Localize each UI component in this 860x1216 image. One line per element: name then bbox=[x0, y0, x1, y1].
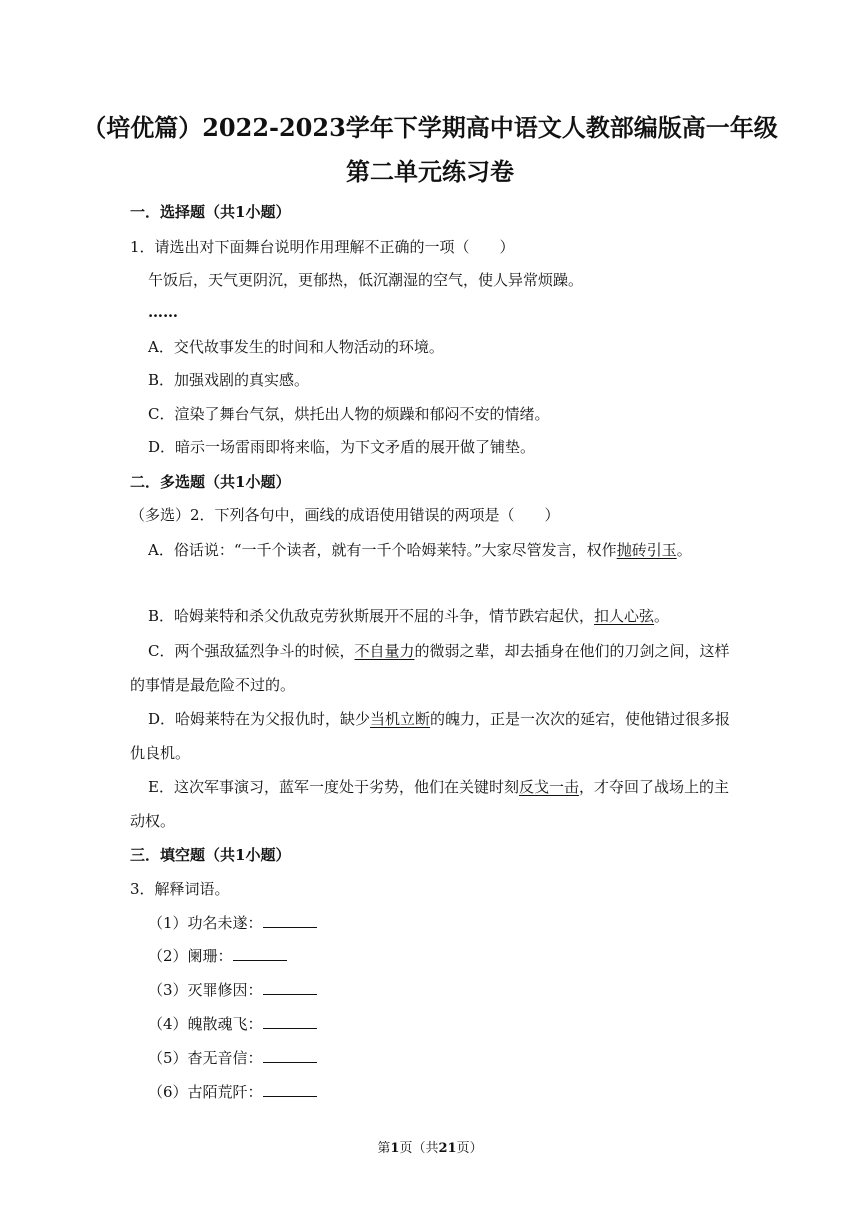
q3-item-3-label: （3）灭罪修因： bbox=[148, 981, 263, 999]
answer-blank[interactable] bbox=[263, 1048, 317, 1063]
q2-option-d-cont: 仇良机。 bbox=[130, 744, 191, 762]
q2-e-idiom: 反戈一击 bbox=[518, 778, 579, 796]
footer-page-number: 1 bbox=[390, 1141, 400, 1156]
answer-blank[interactable] bbox=[233, 946, 287, 961]
footer-post: 页） bbox=[456, 1141, 483, 1156]
q3-item-2 bbox=[148, 946, 730, 966]
q2-option-e-cont: 动权。 bbox=[130, 812, 176, 830]
q3-item-2-label: （2）阑珊： bbox=[148, 947, 233, 965]
q2-option-d bbox=[148, 709, 730, 729]
section3-header: 三．填空题（共1小题） bbox=[130, 846, 291, 864]
q1-ellipsis: …… bbox=[148, 303, 178, 321]
q2-c-end: 的微弱之辈，却去插身在他们的刀剑之间，这样 bbox=[414, 642, 730, 660]
q3-item-3 bbox=[148, 980, 730, 1000]
q3-item-4-label: （4）魄散魂飞： bbox=[148, 1015, 263, 1033]
q2-d-text: D．哈姆莱特在为父报仇时，缺少 bbox=[148, 710, 371, 728]
q2-option-c bbox=[148, 641, 730, 661]
q1-option-b: B．加强戏剧的真实感。 bbox=[148, 371, 310, 389]
q1-stem: 1．请选出对下面舞台说明作用理解不正确的一项（ ） bbox=[130, 238, 515, 256]
q2-option-c-cont: 的事情是最危险不过的。 bbox=[130, 676, 296, 694]
q3-item-1-label: （1）功名未遂： bbox=[148, 914, 263, 932]
q2-stem: （多选）2．下列各句中，画线的成语使用错误的两项是（ ） bbox=[130, 506, 560, 524]
section2-header: 二．多选题（共1小题） bbox=[130, 473, 291, 491]
q2-a-end: 。 bbox=[676, 541, 692, 559]
q3-item-6 bbox=[148, 1082, 730, 1102]
answer-blank[interactable] bbox=[263, 980, 317, 995]
q3-item-6-label: （6）古陌荒阡： bbox=[148, 1083, 263, 1101]
q2-option-e bbox=[148, 777, 730, 797]
footer-pre: 第 bbox=[377, 1141, 391, 1156]
answer-blank[interactable] bbox=[263, 1082, 317, 1097]
section1-header: 一．选择题（共1小题） bbox=[130, 203, 291, 221]
q2-c-text: C．两个强敌猛烈争斗的时候， bbox=[148, 642, 355, 660]
q2-option-a bbox=[148, 540, 730, 560]
q2-a-text: A．俗话说：“一千个读者，就有一千个哈姆莱特。”大家尽管发言，权作 bbox=[148, 541, 617, 559]
q1-passage: 午饭后，天气更阴沉，更郁热，低沉潮湿的空气，使人异常烦躁。 bbox=[148, 271, 584, 289]
q1-option-c: C．渲染了舞台气氛，烘托出人物的烦躁和郁闷不安的情绪。 bbox=[148, 405, 550, 423]
footer-total-pages: 21 bbox=[438, 1141, 457, 1156]
q2-e-end: ，才夺回了战场上的主 bbox=[578, 778, 729, 796]
doc-title-line2: 第二单元练习卷 bbox=[346, 157, 514, 186]
q3-item-5-label: （5）杳无音信： bbox=[148, 1049, 263, 1067]
page-footer bbox=[0, 1140, 860, 1158]
q2-b-idiom: 扣人心弦 bbox=[594, 607, 655, 625]
q2-c-idiom: 不自量力 bbox=[354, 642, 415, 660]
q2-a-idiom: 抛砖引玉 bbox=[616, 541, 677, 559]
answer-blank[interactable] bbox=[263, 1014, 317, 1029]
doc-title-line1: （培优篇）2022-2023学年下学期高中语文人教部编版高一年级 bbox=[82, 113, 778, 142]
q2-e-text: E．这次军事演习，蓝军一度处于劣势，他们在关键时刻 bbox=[148, 778, 519, 796]
q3-item-1 bbox=[148, 913, 730, 933]
q1-option-d: D．暗示一场雷雨即将来临，为下文矛盾的展开做了铺垫。 bbox=[148, 438, 536, 456]
q3-stem: 3．解释词语。 bbox=[130, 880, 230, 898]
q1-option-a: A．交代故事发生的时间和人物活动的环境。 bbox=[148, 338, 444, 356]
q2-d-end: 的魄力，正是一次次的延宕，使他错过很多报 bbox=[430, 710, 731, 728]
q2-option-b bbox=[148, 606, 730, 626]
q2-b-end: 。 bbox=[654, 607, 670, 625]
footer-mid: 页（共 bbox=[399, 1141, 439, 1156]
q2-d-idiom: 当机立断 bbox=[370, 710, 431, 728]
q3-item-4 bbox=[148, 1014, 730, 1034]
answer-blank[interactable] bbox=[263, 913, 317, 928]
q3-item-5 bbox=[148, 1048, 730, 1068]
q2-b-text: B．哈姆莱特和杀父仇敌克劳狄斯展开不屈的斗争，情节跌宕起伏， bbox=[148, 607, 595, 625]
